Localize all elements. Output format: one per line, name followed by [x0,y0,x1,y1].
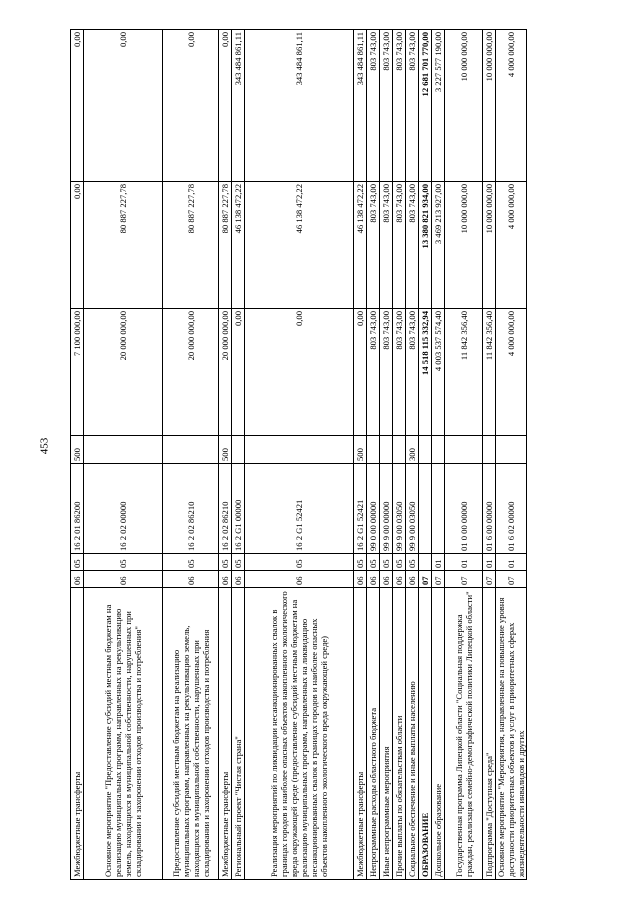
expense-type [432,436,445,464]
subsection-code: 05 [71,554,84,571]
section-code: 06 [393,571,406,588]
amount-year-1: 0,00 [232,309,245,436]
table-row [84,30,163,880]
amount-year-2: 10 000 000,00 [445,182,483,309]
amount-year-3: 343 484 861,11 [232,30,245,182]
expense-type [419,436,432,464]
subsection-code [419,554,432,571]
section-code: 06 [354,571,367,588]
target-code: 16 2 02 00000 [84,464,163,554]
table-row [380,30,393,880]
section-code: 07 [496,571,527,588]
amount-year-2: 803 743,00 [406,182,419,309]
amount-year-3: 0,00 [71,30,84,182]
expense-type [380,436,393,464]
table-row [483,30,496,880]
target-code: 01 6 02 00000 [496,464,527,554]
rotated-table-container [70,30,570,880]
expense-type: 500 [71,436,84,464]
amount-year-3: 803 743,00 [393,30,406,182]
table-row [496,30,527,880]
amount-year-1: 803 743,00 [393,309,406,436]
section-code: 06 [232,571,245,588]
amount-year-3: 803 743,00 [367,30,380,182]
amount-year-2: 46 138 472,22 [232,182,245,309]
amount-year-2: 46 138 472,22 [245,182,354,309]
target-code: 16 2 G1 00000 [232,464,245,554]
row-name: Реализация мероприятий по ликвидации несанкционированных свалок в границах городов и наиболее опасных объектов накопленного экологического вреда окружающей среде (предоставление субсидий местным бюджетам на реализацию муниципальных программ, направленных на ликвидацию несанкционированных свалок в границах городов и наиболее опасных объектов накопленного экологического вреда окружающей среде) [245,588,354,880]
subsection-code: 05 [84,554,163,571]
expense-type [84,436,163,464]
expense-type [245,436,354,464]
table-row [419,30,432,880]
target-code: 99 9 00 03050 [393,464,406,554]
row-name: Межбюджетные трансферты [219,588,232,880]
amount-year-3: 10 000 000,00 [483,30,496,182]
amount-year-1: 0,00 [245,309,354,436]
section-code: 06 [367,571,380,588]
amount-year-1: 4 003 537 574,40 [432,309,445,436]
table-row [406,30,419,880]
table-row [393,30,406,880]
expense-type: 500 [219,436,232,464]
section-code: 07 [445,571,483,588]
row-name: ОБРАЗОВАНИЕ [419,588,432,880]
row-name: Подпрограмма "Доступная среда" [483,588,496,880]
amount-year-2: 0,00 [71,182,84,309]
subsection-code: 05 [232,554,245,571]
table-row [445,30,483,880]
target-code [432,464,445,554]
amount-year-1: 20 000 000,00 [84,309,163,436]
table-row [71,30,84,880]
amount-year-3: 343 484 861,11 [245,30,354,182]
subsection-code: 01 [432,554,445,571]
expense-type [232,436,245,464]
row-name: Основное мероприятие "Мероприятия, направленные на повышение уровня доступности приоритетных объектов и услуг в приоритетных сферах жизнедеятельности инвалидов и других [496,588,527,880]
subsection-code: 05 [163,554,219,571]
section-code: 06 [84,571,163,588]
target-code: 01 0 00 00000 [445,464,483,554]
subsection-code: 05 [393,554,406,571]
table-row [163,30,219,880]
table-row [367,30,380,880]
amount-year-2: 80 887 227,78 [219,182,232,309]
section-code: 07 [483,571,496,588]
table-row [432,30,445,880]
amount-year-2: 80 887 227,78 [163,182,219,309]
amount-year-2: 803 743,00 [393,182,406,309]
amount-year-2: 80 887 227,78 [84,182,163,309]
amount-year-1: 20 000 000,00 [163,309,219,436]
expense-type [445,436,483,464]
amount-year-3: 3 227 577 190,00 [432,30,445,182]
amount-year-1: 11 842 356,40 [483,309,496,436]
expense-type [483,436,496,464]
target-code: 99 9 00 03050 [406,464,419,554]
subsection-code: 05 [354,554,367,571]
expense-type [496,436,527,464]
subsection-code: 05 [380,554,393,571]
target-code: 16 2 02 86210 [163,464,219,554]
amount-year-2: 803 743,00 [367,182,380,309]
expense-type: 500 [354,436,367,464]
amount-year-2: 46 138 472,22 [354,182,367,309]
target-code: 16 2 01 86200 [71,464,84,554]
row-name: Социальное обеспечение и иные выплаты населению [406,588,419,880]
subsection-code: 01 [496,554,527,571]
table-body [71,30,527,880]
amount-year-1: 803 743,00 [367,309,380,436]
target-code: 99 9 00 00000 [380,464,393,554]
amount-year-3: 4 000 000,00 [496,30,527,182]
amount-year-1: 20 000 000,00 [219,309,232,436]
amount-year-3: 12 681 701 770,00 [419,30,432,182]
section-code: 07 [432,571,445,588]
row-name: Основное мероприятие "Предоставление субсидий местным бюджетам на реализацию муниципальных программ, направленных на рекультивацию земель, находящихся в муниципальной собственности, нарушенных при складировании и захоронении отходов производства и потребления" [84,588,163,880]
page-number: 453 [38,437,51,455]
subsection-code: 01 [445,554,483,571]
target-code: 16 2 G1 52421 [245,464,354,554]
section-code: 06 [406,571,419,588]
row-name: Межбюджетные трансферты [354,588,367,880]
subsection-code: 05 [406,554,419,571]
expense-type [163,436,219,464]
amount-year-1: 11 842 356,40 [445,309,483,436]
section-code: 06 [380,571,393,588]
table-row [354,30,367,880]
amount-year-1: 803 743,00 [406,309,419,436]
table-row [219,30,232,880]
table-row [245,30,354,880]
amount-year-1: 4 000 000,00 [496,309,527,436]
target-code: 16 2 02 86210 [219,464,232,554]
expense-type [393,436,406,464]
section-code: 06 [163,571,219,588]
amount-year-1: 7 100 000,00 [71,309,84,436]
row-name: Предоставление субсидий местным бюджетам на реализацию муниципальных программ, направленных на рекультивацию земель, находящихся в муниципальной собственности, нарушенных при складировании и захоронении отходов производства и потребления [163,588,219,880]
target-code: 01 6 00 00000 [483,464,496,554]
row-name: Иные непрограммные мероприятия [380,588,393,880]
expense-type: 300 [406,436,419,464]
amount-year-2: 4 000 000,00 [496,182,527,309]
row-name: Региональный проект "Чистая страна" [232,588,245,880]
amount-year-3: 10 000 000,00 [445,30,483,182]
target-code: 16 2 G1 52421 [354,464,367,554]
expense-type [367,436,380,464]
amount-year-2: 3 469 213 927,00 [432,182,445,309]
section-code: 07 [419,571,432,588]
amount-year-3: 0,00 [84,30,163,182]
amount-year-1: 803 743,00 [380,309,393,436]
amount-year-2: 10 000 000,00 [483,182,496,309]
amount-year-3: 803 743,00 [406,30,419,182]
amount-year-3: 0,00 [219,30,232,182]
budget-table [70,29,527,880]
table-row [232,30,245,880]
section-code: 06 [71,571,84,588]
row-name: Государственная программа Липецкой области "Социальная поддержка граждан, реализация семейно-демографической политики Липецкой области" [445,588,483,880]
target-code [419,464,432,554]
subsection-code: 05 [245,554,354,571]
row-name: Прочие выплаты по обязательствам области [393,588,406,880]
section-code: 06 [219,571,232,588]
amount-year-1: 0,00 [354,309,367,436]
amount-year-1: 14 518 115 332,94 [419,309,432,436]
subsection-code: 01 [483,554,496,571]
section-code: 06 [245,571,354,588]
subsection-code: 05 [367,554,380,571]
amount-year-3: 0,00 [163,30,219,182]
amount-year-3: 343 484 861,11 [354,30,367,182]
row-name: Непрограммные расходы областного бюджета [367,588,380,880]
subsection-code: 05 [219,554,232,571]
target-code: 99 0 00 00000 [367,464,380,554]
row-name: Дошкольное образование [432,588,445,880]
amount-year-2: 13 380 821 934,00 [419,182,432,309]
amount-year-2: 803 743,00 [380,182,393,309]
amount-year-3: 803 743,00 [380,30,393,182]
row-name: Межбюджетные трансферты [71,588,84,880]
